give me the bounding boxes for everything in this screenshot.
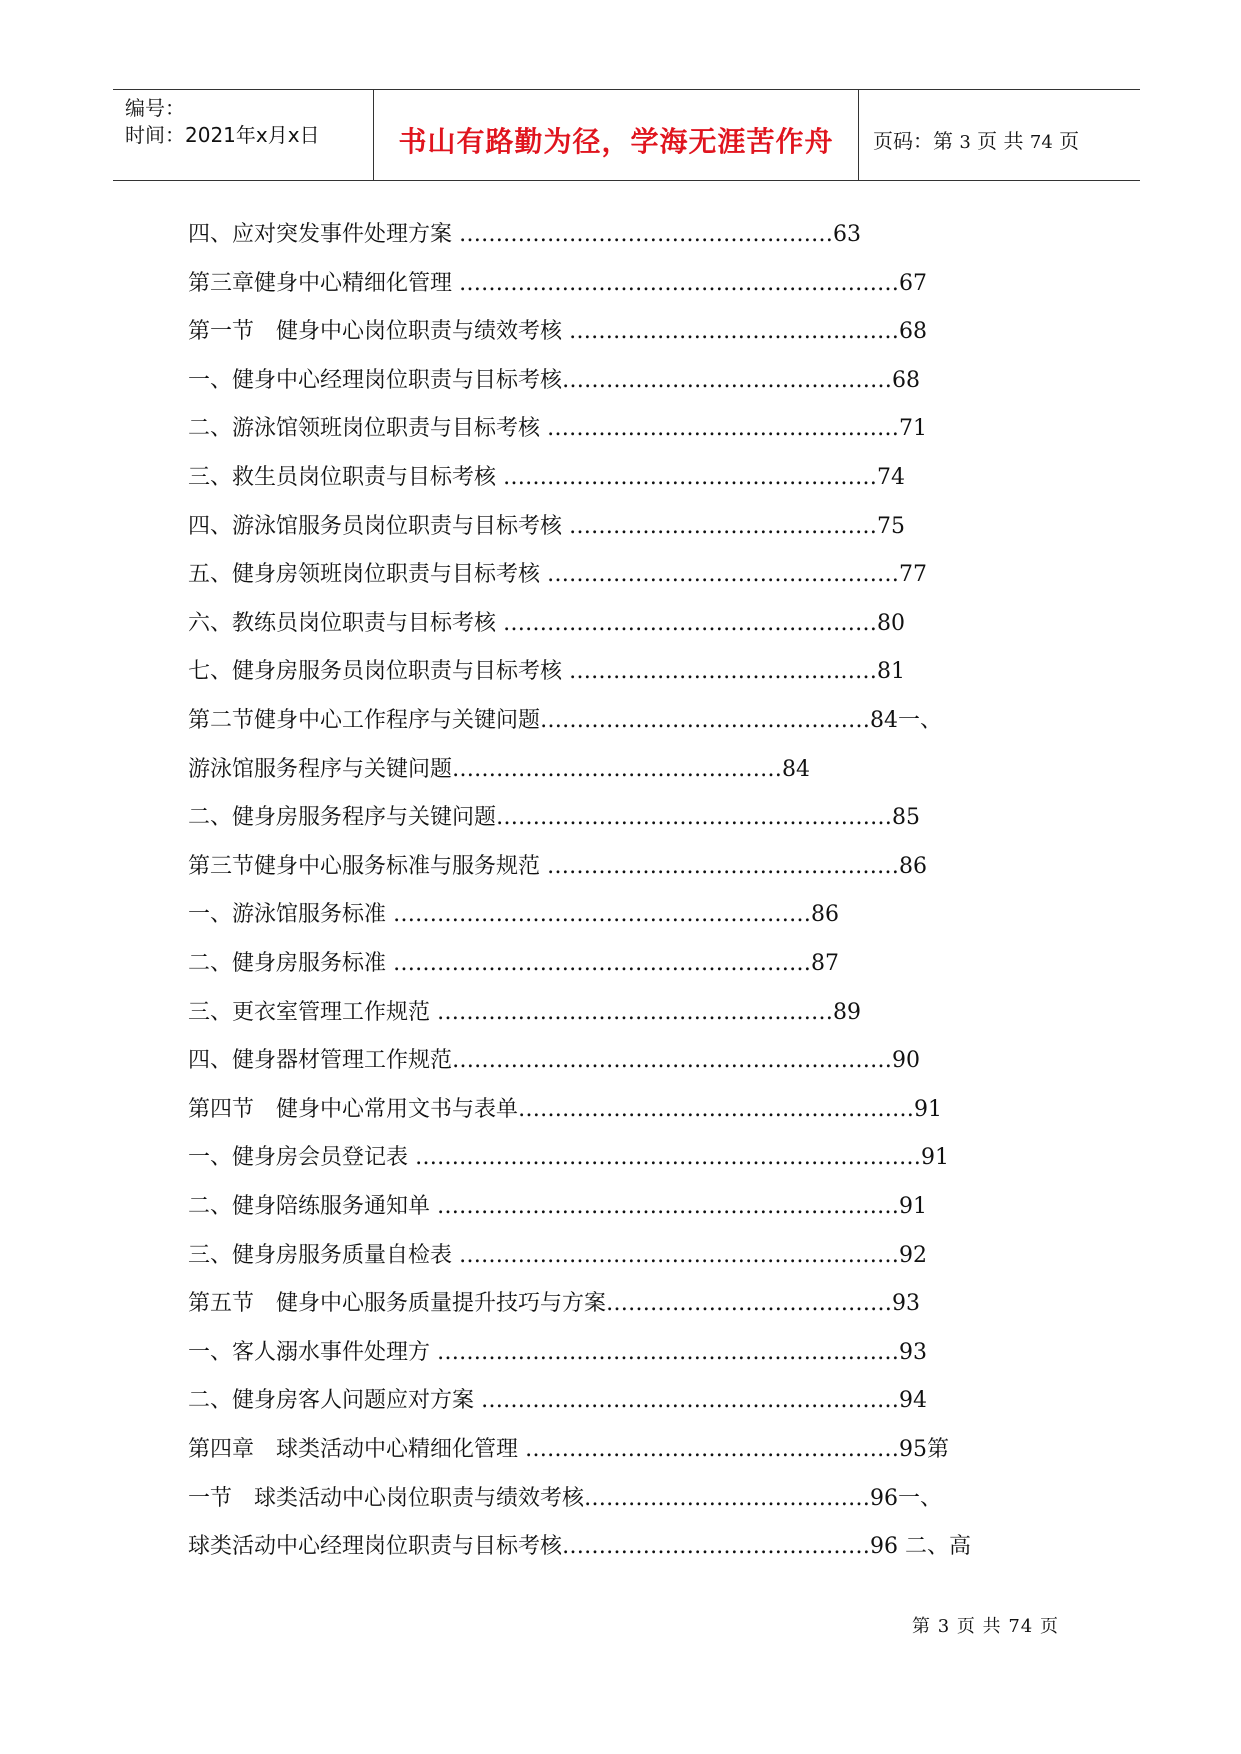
page-code-prefix: 页码：第	[873, 129, 953, 153]
toc-entry: 第二节健身中心工作程序与关键问题………………………………………84一、	[188, 708, 942, 733]
toc-entry: 第一节 健身中心岗位职责与绩效考核 ………………………………………68	[188, 319, 927, 344]
doc-time-label: 时间：2021年x月x日	[125, 123, 320, 147]
header-motto: 书山有路勤为径，学海无涯苦作舟	[398, 125, 834, 158]
toc-entry: 一、游泳馆服务标准 …………………………………………………86	[188, 902, 839, 927]
page-current: 3	[959, 132, 971, 153]
header-motto-cell	[373, 90, 859, 180]
toc-entry: 二、游泳馆领班岗位职责与目标考核 …………………………………………71	[188, 416, 927, 441]
doc-code-label: 编号：	[125, 96, 185, 120]
toc-entry: 一、客人溺水事件处理方 ………………………………………………………93	[188, 1340, 927, 1365]
toc-entry: 二、健身房服务标准 …………………………………………………87	[188, 951, 839, 976]
toc-entry: 三、救生员岗位职责与目标考核 ……………………………………………74	[188, 465, 905, 490]
toc-entry: 六、教练员岗位职责与目标考核 ……………………………………………80	[188, 611, 905, 636]
toc-entry: 四、游泳馆服务员岗位职责与目标考核 ……………………………………75	[188, 514, 905, 539]
toc-entry: 第四节 健身中心常用文书与表单………………………………………………91	[188, 1097, 942, 1122]
toc-entry: 二、健身房服务程序与关键问题………………………………………………85	[188, 805, 920, 830]
toc-entry: 球类活动中心经理岗位职责与目标考核……………………………………96 二、高	[188, 1534, 971, 1559]
toc-entry: 二、健身陪练服务通知单 ………………………………………………………91	[188, 1194, 927, 1219]
toc-entry: 第三章健身中心精细化管理 ……………………………………………………67	[188, 271, 927, 296]
header-page-cell	[859, 90, 1140, 180]
page-code-mid: 页 共	[977, 129, 1024, 153]
page-footer: 第 3 页 共 74 页	[912, 1616, 1059, 1637]
page-code-suffix: 页	[1059, 129, 1080, 153]
toc-entry: 三、健身房服务质量自检表 ……………………………………………………92	[188, 1243, 927, 1268]
toc-entry: 三、更衣室管理工作规范 ………………………………………………89	[188, 1000, 861, 1025]
toc-entry: 二、健身房客人问题应对方案 …………………………………………………94	[188, 1388, 927, 1413]
header-meta-cell	[113, 90, 373, 180]
page-total: 74	[1029, 132, 1053, 153]
toc-entry: 五、健身房领班岗位职责与目标考核 …………………………………………77	[188, 562, 927, 587]
header-page-code	[873, 125, 1079, 154]
toc-entry: 一、健身房会员登记表 ……………………………………………………………91	[188, 1145, 949, 1170]
toc-entry: 游泳馆服务程序与关键问题………………………………………84	[188, 757, 810, 782]
toc-entry: 一、健身中心经理岗位职责与目标考核………………………………………68	[188, 368, 920, 393]
toc-entry: 一节 球类活动中心岗位职责与绩效考核…………………………………96一、	[188, 1486, 942, 1511]
toc-entry: 四、健身器材管理工作规范……………………………………………………90	[188, 1048, 920, 1073]
toc-entry: 七、健身房服务员岗位职责与目标考核 ……………………………………81	[188, 659, 905, 684]
toc-entry: 第三节健身中心服务标准与服务规范 …………………………………………86	[188, 854, 927, 879]
document-header	[113, 89, 1140, 181]
toc-entry: 第四章 球类活动中心精细化管理 ……………………………………………95第	[188, 1437, 949, 1462]
toc-entry: 第五节 健身中心服务质量提升技巧与方案…………………………………93	[188, 1291, 920, 1316]
toc-entry: 四、应对突发事件处理方案 ……………………………………………63	[188, 222, 861, 247]
